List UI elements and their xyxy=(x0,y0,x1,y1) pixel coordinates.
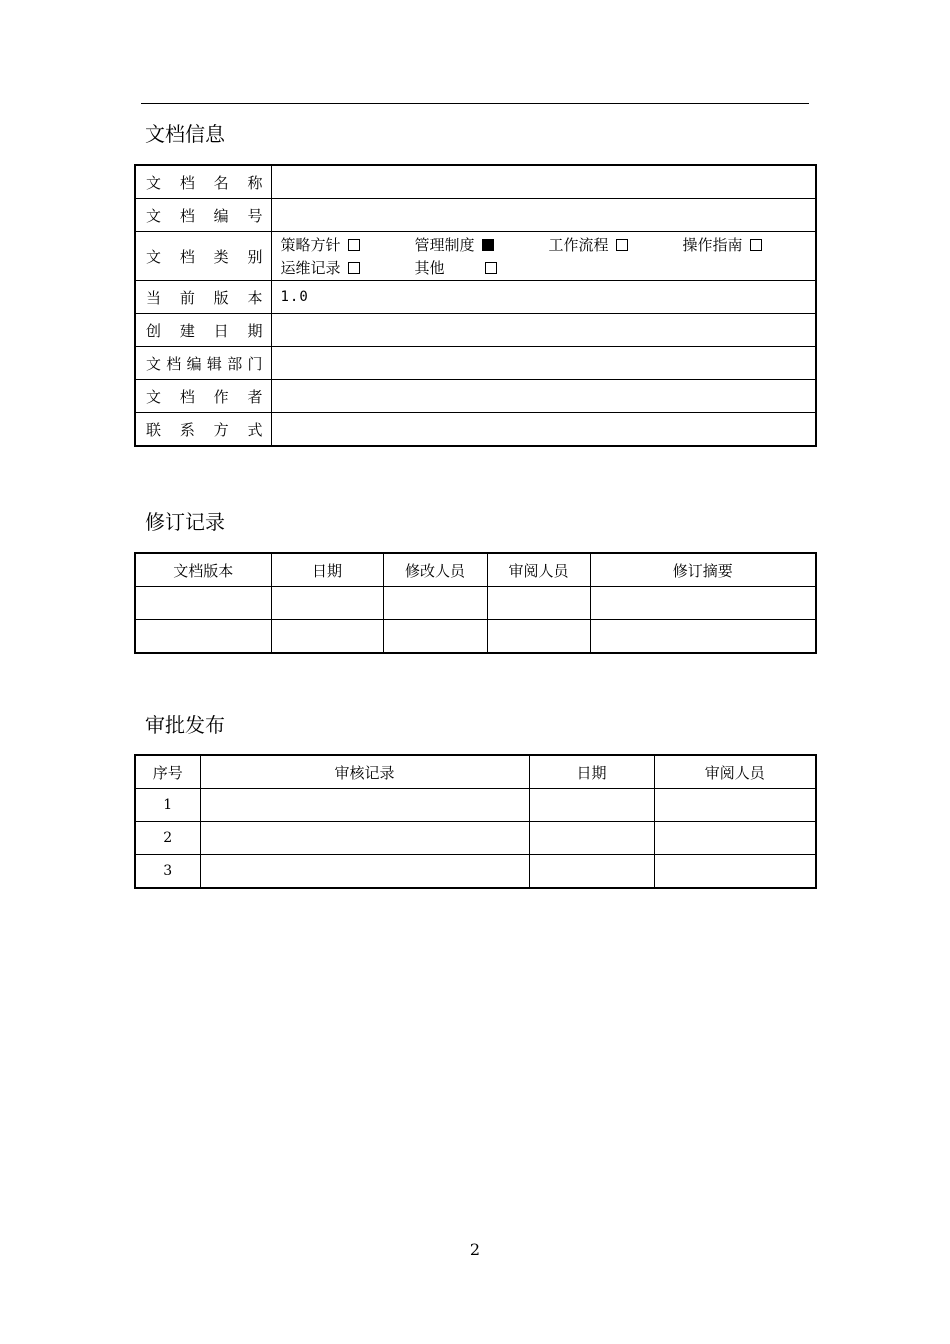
author-value[interactable] xyxy=(271,380,816,413)
revision-table xyxy=(134,552,817,654)
doc-category-row xyxy=(135,232,816,281)
column-header: 序号 xyxy=(135,755,200,789)
column-header: 修改人员 xyxy=(383,553,487,587)
approval-title: 审批发布 xyxy=(145,713,225,737)
table-cell[interactable] xyxy=(200,789,529,822)
table-cell[interactable] xyxy=(383,620,487,654)
checkbox-icon[interactable] xyxy=(750,239,762,251)
category-option[interactable]: 操作指南 xyxy=(683,235,817,255)
revision-header-row xyxy=(135,553,816,587)
table-cell[interactable] xyxy=(271,620,383,654)
contact-label: 联 系 方 式 xyxy=(135,413,271,447)
column-header: 审阅人员 xyxy=(654,755,816,789)
column-header: 日期 xyxy=(271,553,383,587)
table-row xyxy=(135,587,816,620)
table-cell[interactable] xyxy=(135,620,271,654)
category-option[interactable]: 运维记录 xyxy=(281,258,415,278)
version-row xyxy=(135,281,816,314)
column-header: 修订摘要 xyxy=(590,553,816,587)
category-option[interactable]: 策略方针 xyxy=(281,235,415,255)
category-option[interactable]: 工作流程 xyxy=(549,235,683,255)
approval-table xyxy=(134,754,817,889)
checkbox-icon[interactable] xyxy=(348,239,360,251)
column-header: 审阅人员 xyxy=(487,553,590,587)
doc-name-value[interactable] xyxy=(271,165,816,199)
doc-category-label: 文 档 类 别 xyxy=(135,232,271,281)
table-cell[interactable] xyxy=(135,587,271,620)
created-date-row xyxy=(135,314,816,347)
table-cell[interactable] xyxy=(383,587,487,620)
table-cell[interactable] xyxy=(487,587,590,620)
checkbox-icon[interactable] xyxy=(348,262,360,274)
table-cell[interactable] xyxy=(654,855,816,889)
checkbox-icon[interactable] xyxy=(616,239,628,251)
author-row xyxy=(135,380,816,413)
doc-category-value xyxy=(271,232,816,281)
page-number: 2 xyxy=(469,1240,481,1259)
column-header: 审核记录 xyxy=(200,755,529,789)
created-date-value[interactable] xyxy=(271,314,816,347)
table-cell[interactable] xyxy=(654,789,816,822)
table-cell[interactable] xyxy=(529,822,654,855)
editing-dept-row xyxy=(135,347,816,380)
table-cell[interactable] xyxy=(271,587,383,620)
row-number: 2 xyxy=(135,822,200,855)
version-label: 当 前 版 本 xyxy=(135,281,271,314)
doc-number-row xyxy=(135,199,816,232)
table-cell[interactable] xyxy=(487,620,590,654)
table-cell[interactable] xyxy=(590,587,816,620)
column-header: 日期 xyxy=(529,755,654,789)
table-cell[interactable] xyxy=(654,822,816,855)
header-rule xyxy=(141,103,809,104)
created-date-label: 创 建 日 期 xyxy=(135,314,271,347)
table-row xyxy=(135,620,816,654)
table-cell[interactable] xyxy=(529,789,654,822)
table-cell[interactable] xyxy=(529,855,654,889)
contact-row xyxy=(135,413,816,447)
author-label: 文 档 作 者 xyxy=(135,380,271,413)
doc-info-table xyxy=(134,164,817,447)
checkbox-checked-icon[interactable] xyxy=(482,239,494,251)
doc-name-row xyxy=(135,165,816,199)
category-option[interactable]: 其他 xyxy=(415,258,549,278)
doc-number-label: 文 档 编 号 xyxy=(135,199,271,232)
table-row xyxy=(135,822,816,855)
table-cell[interactable] xyxy=(200,822,529,855)
doc-number-value[interactable] xyxy=(271,199,816,232)
column-header: 文档版本 xyxy=(135,553,271,587)
editing-dept-label: 文 档 编 辑 部 门 xyxy=(135,347,271,380)
revision-title: 修订记录 xyxy=(145,510,225,534)
doc-info-title: 文档信息 xyxy=(145,122,225,146)
row-number: 3 xyxy=(135,855,200,889)
table-cell[interactable] xyxy=(590,620,816,654)
version-value[interactable]: 1.0 xyxy=(271,281,816,314)
table-row xyxy=(135,789,816,822)
checkbox-icon[interactable] xyxy=(485,262,497,274)
contact-value[interactable] xyxy=(271,413,816,447)
table-cell[interactable] xyxy=(200,855,529,889)
category-option[interactable]: 管理制度 xyxy=(415,235,549,255)
editing-dept-value[interactable] xyxy=(271,347,816,380)
approval-header-row xyxy=(135,755,816,789)
row-number: 1 xyxy=(135,789,200,822)
table-row xyxy=(135,855,816,889)
doc-name-label: 文 档 名 称 xyxy=(135,165,271,199)
